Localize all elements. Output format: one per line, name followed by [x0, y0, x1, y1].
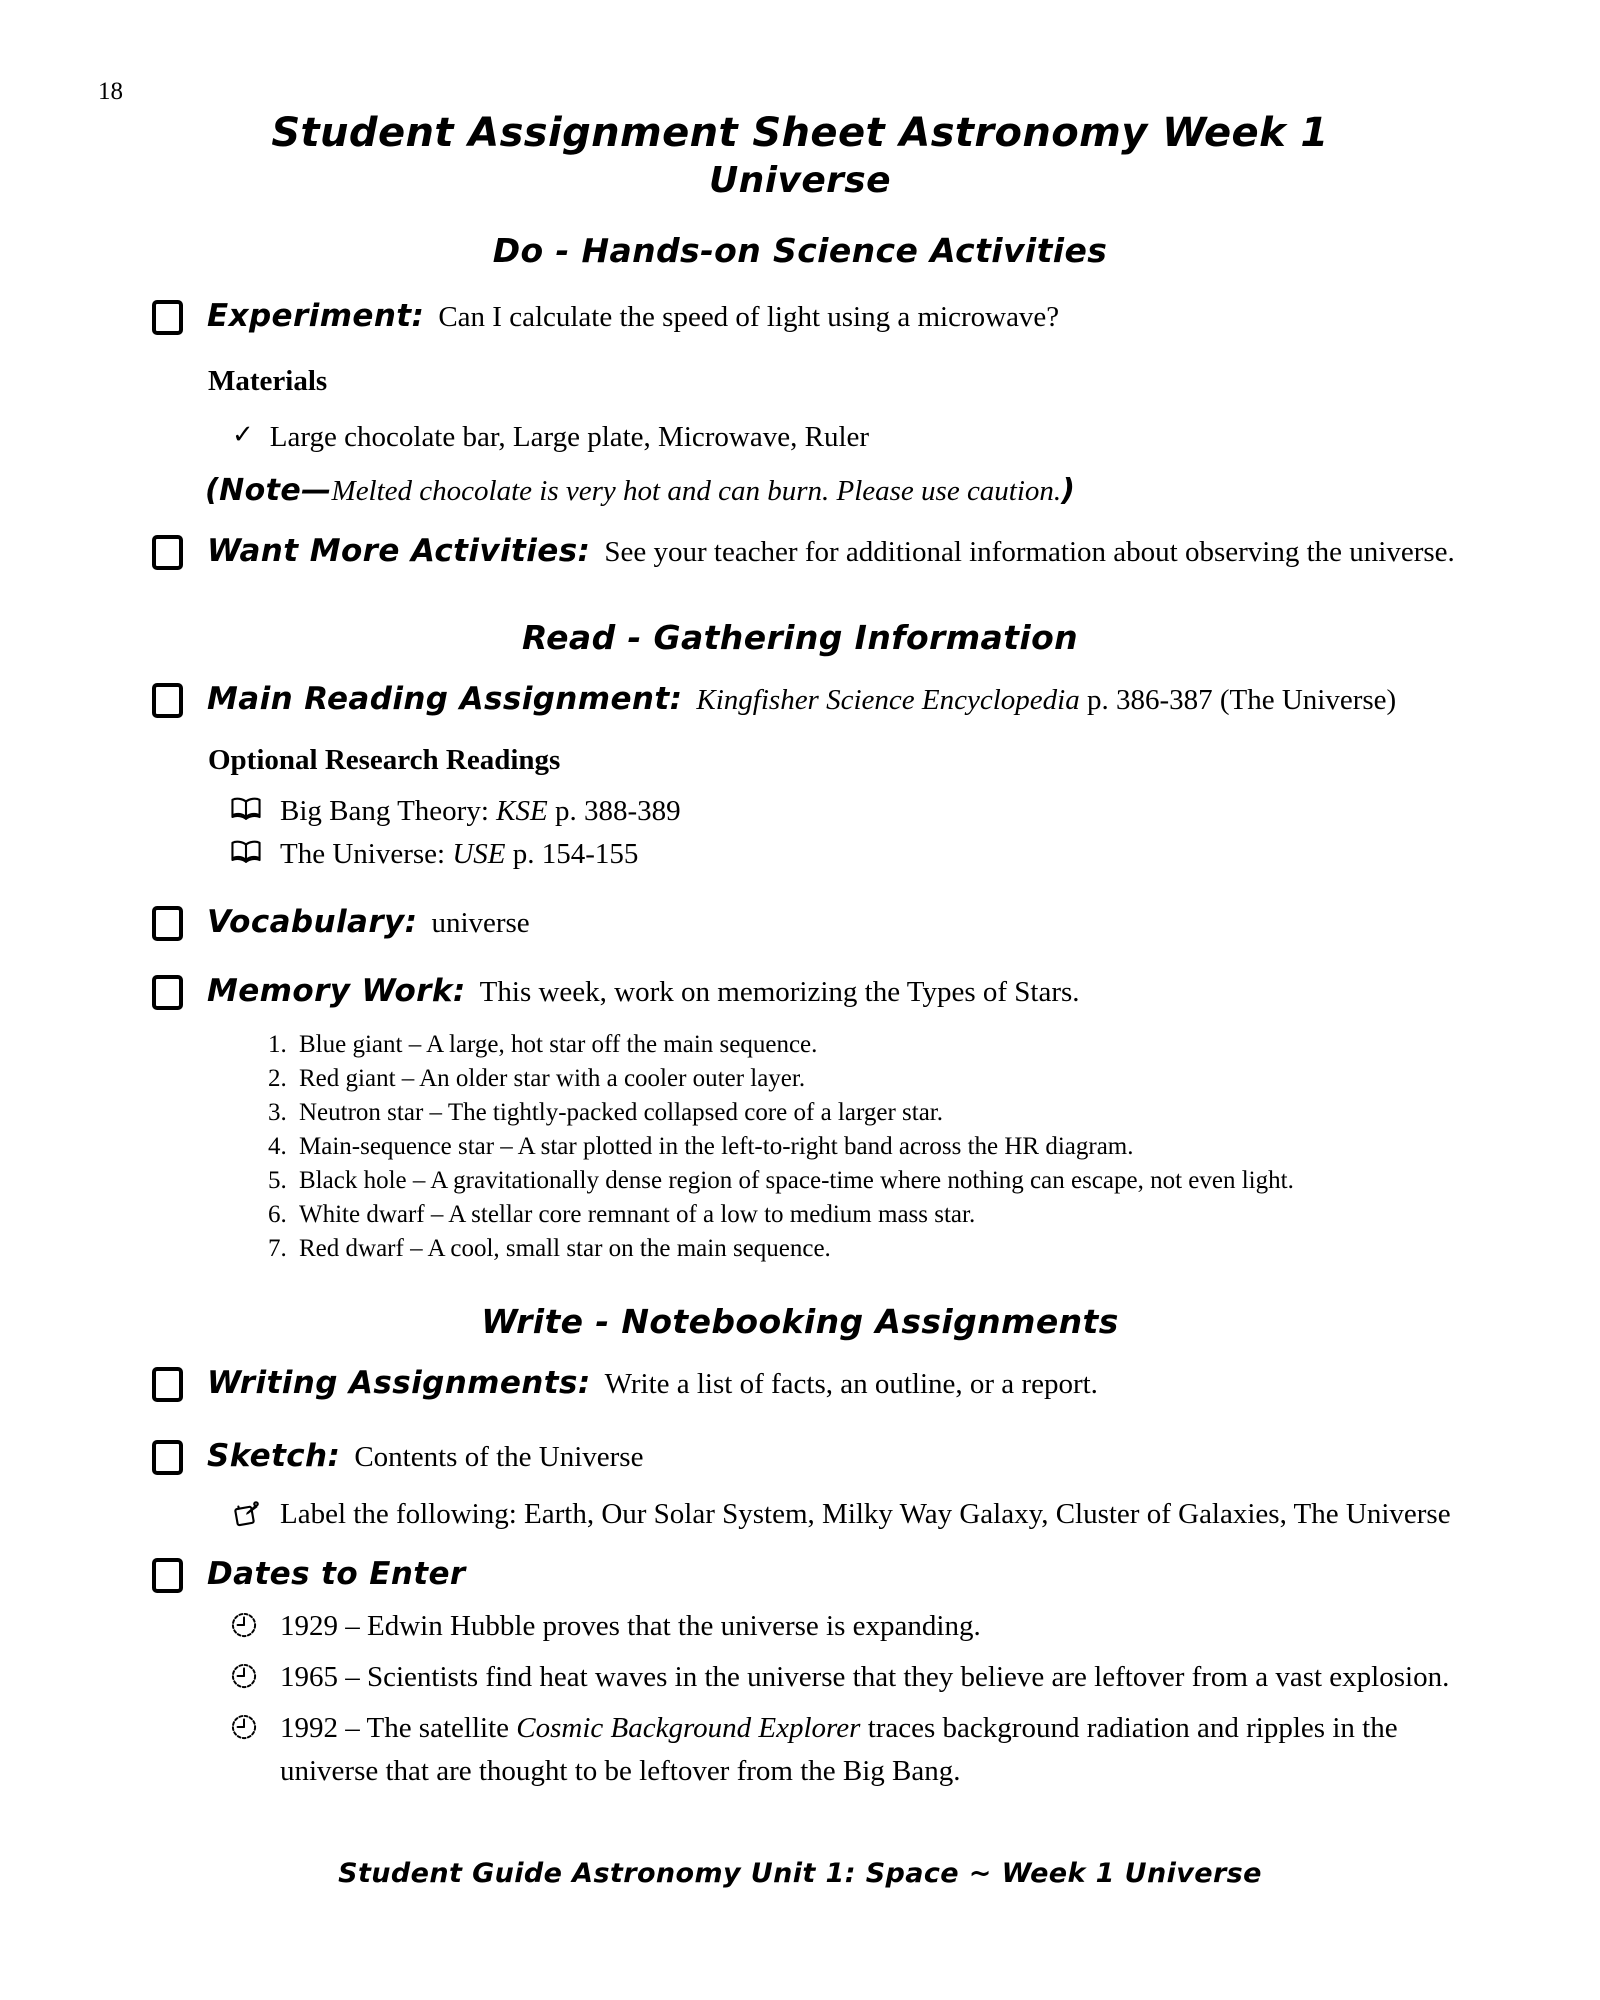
open-book-icon — [230, 839, 262, 870]
title-line-1: Student Assignment Sheet Astronomy Week 1 — [271, 110, 1329, 156]
date-item-text — [280, 1707, 1496, 1793]
dates-heading-label: Dates to Enter — [207, 1556, 466, 1593]
experiment-row — [0, 294, 1600, 339]
date-italic: Cosmic Background Explorer — [516, 1712, 861, 1745]
checkbox-icon — [152, 683, 183, 718]
optional-reading-item — [0, 790, 1600, 833]
page-number: 18 — [98, 78, 123, 105]
reading-title: Big Bang Theory: — [280, 795, 497, 828]
checkbox-icon — [152, 300, 183, 335]
date-year: 1992 — [280, 1712, 338, 1745]
writing-assignments-label: Writing Assignments: — [207, 1365, 591, 1402]
clock-icon — [230, 1611, 262, 1644]
experiment-question: Can I calculate the speed of light using a microwave? — [438, 301, 1060, 334]
dates-heading-row — [0, 1552, 1600, 1597]
sketch-label: Sketch: — [207, 1438, 341, 1475]
main-reading-row — [0, 677, 1600, 722]
main-reading-label: Main Reading Assignment: — [207, 681, 683, 718]
section-heading-do: Do - Hands-on Science Activities — [492, 231, 1108, 271]
title-line-2: Universe — [709, 160, 891, 201]
page-footer: Student Guide Astronomy Unit 1: Space ~ Week 1 Universe — [338, 1858, 1262, 1889]
want-more-row — [0, 529, 1600, 574]
optional-readings-heading: Optional Research Readings — [208, 744, 561, 777]
check-icon: ✓ — [232, 420, 254, 451]
sketch-text — [207, 1434, 643, 1479]
sketch-row — [0, 1434, 1600, 1479]
note-text: Melted chocolate is very hot and can burn. Please use caution. — [331, 475, 1062, 508]
reading-title: The Universe: — [280, 838, 453, 871]
date-item-row — [0, 1656, 1600, 1699]
clock-icon — [230, 1713, 262, 1746]
want-more-label: Want More Activities: — [207, 533, 591, 570]
star-type-item: 5. Black hole – A gravitationally dense region of space-time where nothing can escape, not even light. — [293, 1164, 1490, 1198]
writing-assignments-row — [0, 1361, 1600, 1406]
writing-assignments-body: Write a list of facts, an outline, or a report. — [604, 1368, 1098, 1401]
note-line — [0, 471, 1600, 511]
optional-reading-text — [280, 833, 638, 876]
date-body: – Scientists find heat waves in the universe that they believe are leftover from a vast explosion. — [338, 1661, 1450, 1694]
star-type-item: 4. Main-sequence star – A star plotted in the left-to-right band across the HR diagram. — [293, 1130, 1490, 1164]
date-item-row — [0, 1605, 1600, 1648]
star-types-list — [0, 1028, 1600, 1266]
checkbox-icon — [152, 906, 183, 941]
vocabulary-row — [0, 900, 1600, 945]
materials-item-row — [0, 415, 1600, 459]
open-book-icon — [230, 796, 262, 827]
reading-abbr: KSE — [496, 795, 548, 828]
memory-work-label: Memory Work: — [207, 973, 466, 1010]
star-type-item: 3. Neutron star – The tightly-packed collapsed core of a larger star. — [293, 1096, 1490, 1130]
reading-abbr: USE — [452, 838, 506, 871]
dates-heading-text — [207, 1552, 480, 1597]
vocabulary-word: universe — [431, 907, 530, 940]
reading-pages: p. 154-155 — [505, 838, 639, 871]
date-item-text — [280, 1605, 981, 1648]
checkbox-icon — [152, 535, 183, 570]
note-suffix: ) — [1061, 473, 1076, 509]
main-reading-pages: p. 386-387 (The Universe) — [1079, 684, 1397, 717]
note-prefix: (Note— — [205, 473, 332, 509]
section-heading-write: Write - Notebooking Assignments — [481, 1302, 1119, 1342]
optional-reading-text — [280, 790, 681, 833]
checkbox-icon — [152, 1440, 183, 1475]
date-body: – Edwin Hubble proves that the universe is expanding. — [338, 1610, 981, 1643]
reading-pages: p. 388-389 — [547, 795, 681, 828]
label-item-row — [0, 1493, 1600, 1536]
date-body: – The satellite — [338, 1712, 517, 1745]
memory-work-row — [0, 969, 1600, 1014]
writing-assignments-text — [207, 1361, 1098, 1406]
want-more-text — [207, 529, 1455, 574]
date-item-row — [0, 1707, 1600, 1793]
date-year: 1965 — [280, 1661, 338, 1694]
star-type-item: 7. Red dwarf – A cool, small star on the main sequence. — [293, 1232, 1490, 1266]
checkbox-icon — [152, 975, 183, 1010]
want-more-body: See your teacher for additional information about observing the universe. — [604, 536, 1455, 569]
vocabulary-text — [207, 900, 530, 945]
main-reading-text — [207, 677, 1396, 722]
label-item-text: Label the following: Earth, Our Solar System, Milky Way Galaxy, Cluster of Galaxies, The Universe — [280, 1498, 1451, 1531]
checkbox-icon — [152, 1558, 183, 1593]
memory-work-text — [207, 969, 1080, 1014]
date-year: 1929 — [280, 1610, 338, 1643]
date-item-text — [280, 1656, 1449, 1699]
star-type-item: 6. White dwarf – A stellar core remnant of a low to medium mass star. — [293, 1198, 1490, 1232]
materials-heading: Materials — [208, 365, 328, 398]
vocabulary-label: Vocabulary: — [207, 904, 418, 941]
checkbox-icon — [152, 1367, 183, 1402]
sketch-body: Contents of the Universe — [354, 1441, 644, 1474]
document-title — [0, 0, 1600, 201]
star-type-item: 2. Red giant – An older star with a cooler outer layer. — [293, 1062, 1490, 1096]
experiment-text — [207, 294, 1059, 339]
memory-work-body: This week, work on memorizing the Types of Stars. — [479, 976, 1080, 1009]
main-reading-book: Kingfisher Science Encyclopedia — [696, 684, 1080, 717]
star-type-item: 1. Blue giant – A large, hot star off the main sequence. — [293, 1028, 1490, 1062]
experiment-label: Experiment: — [207, 298, 425, 335]
date-body-post: traces background radiation and ripples in the universe that are thought to be leftover from the Big Bang. — [280, 1712, 1398, 1788]
clock-icon — [230, 1662, 262, 1695]
section-heading-read: Read - Gathering Information — [521, 618, 1079, 658]
materials-item: Large chocolate bar, Large plate, Microwave, Ruler — [269, 421, 870, 454]
memo-pencil-icon — [230, 1499, 262, 1534]
optional-reading-item — [0, 833, 1600, 876]
